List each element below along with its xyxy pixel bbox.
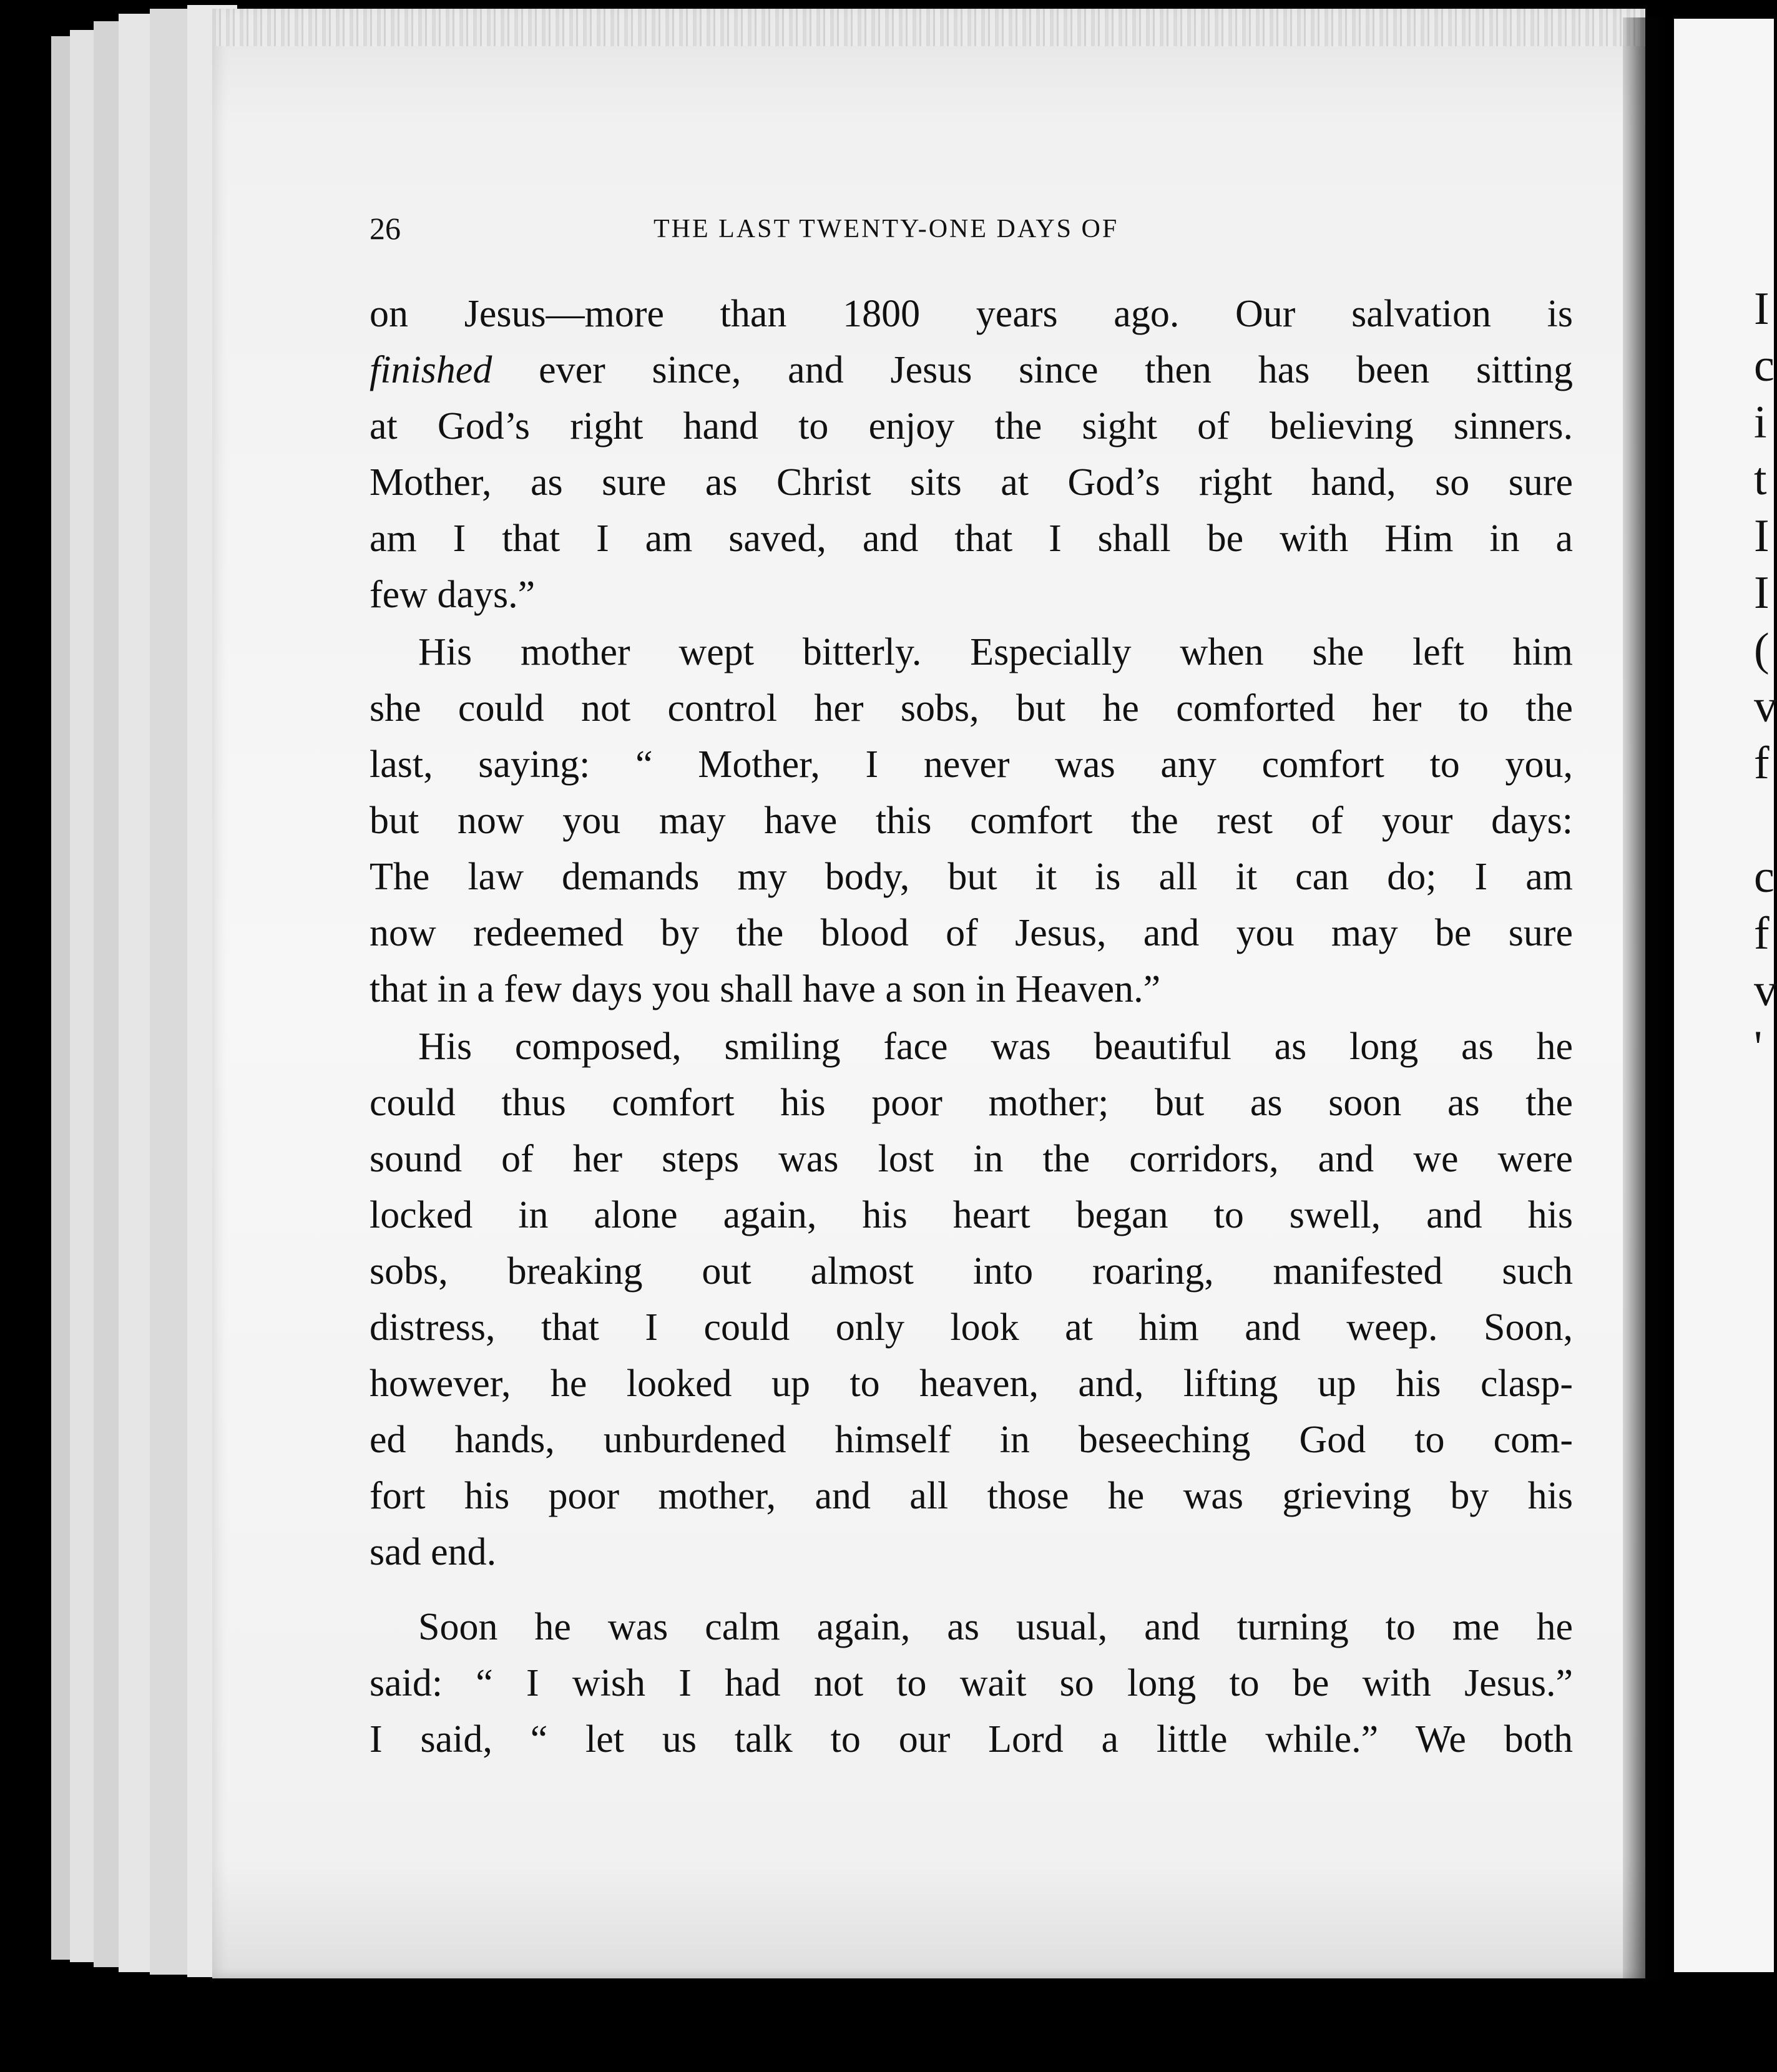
text-line: His composed, smiling face was beautiful as long as he (418, 1025, 1573, 1068)
paragraph-spacing (370, 1580, 1573, 1599)
text-line: at God’s right hand to enjoy the sight of believing sinners. (370, 405, 1573, 447)
text-line: that in a few days you shall have a son in Heaven.” (370, 968, 1161, 1010)
facing-letter: ( (1754, 624, 1770, 675)
paragraph (370, 286, 1573, 623)
text-line: Soon he was calm again, as usual, and turning to me he (418, 1606, 1573, 1648)
text-line: locked in alone again, his heart began to swell, and his (370, 1194, 1573, 1236)
facing-letter: I (1754, 567, 1770, 618)
text-line: sobs, breaking out almost into roaring, manifested such (370, 1250, 1573, 1293)
text-line: I said, “ let us talk to our Lord a little while.” We both (370, 1718, 1573, 1761)
page-header (370, 205, 1300, 252)
text-line: however, he looked up to heaven, and, lifting up his clasp- (370, 1362, 1573, 1405)
facing-letter: c (1754, 340, 1775, 391)
facing-letter: f (1754, 908, 1770, 959)
page-top-texture (212, 9, 1645, 46)
facing-letter: I (1754, 511, 1770, 562)
text-line: sad end. (370, 1531, 497, 1573)
facing-letter: v (1754, 681, 1777, 732)
book-gutter-shadow (1623, 17, 1669, 1980)
facing-page-letter-fragments (1754, 281, 1777, 1076)
text-line: am I that I am saved, and that I shall be with Him in a (370, 517, 1573, 560)
text-line: last, saying: “ Mother, I never was any comfort to you, (370, 743, 1573, 786)
text-line: on Jesus—more than 1800 years ago. Our salvation is (370, 293, 1573, 335)
italic-word: finished (370, 349, 492, 391)
text-line: few days.” (370, 574, 536, 616)
page-body-text (370, 286, 1573, 1767)
paragraph (370, 624, 1573, 1017)
text-line: Mother, as sure as Christ sits at God’s right hand, so sure (370, 461, 1573, 504)
text-line: said: “ I wish I had not to wait so long to be with Jesus.” (370, 1662, 1573, 1704)
facing-letter: I (1754, 283, 1770, 335)
text-line: His mother wept bitterly. Especially when she left him (418, 631, 1573, 673)
facing-letter (1754, 792, 1769, 849)
text-line-remainder: ever since, and Jesus since then has been sitting (492, 349, 1573, 391)
facing-letter: t (1754, 454, 1767, 505)
paragraph (370, 1019, 1573, 1580)
paragraph (370, 1599, 1573, 1767)
text-line: The law demands my body, but it is all it can do; I am (370, 856, 1573, 898)
facing-letter: i (1754, 397, 1767, 448)
text-line: now redeemed by the blood of Jesus, and you may be sure (370, 912, 1573, 954)
facing-letter: f (1754, 738, 1770, 789)
facing-letter: c (1754, 851, 1775, 902)
text-line: she could not control her sobs, but he comforted her to the (370, 687, 1573, 730)
facing-letter: v (1754, 965, 1777, 1016)
text-line: distress, that I could only look at him and weep. Soon, (370, 1306, 1573, 1349)
running-head: THE LAST TWENTY-ONE DAYS OF (654, 215, 1119, 243)
text-line: but now you may have this comfort the rest of your days: (370, 799, 1573, 842)
text-line: sound of her steps was lost in the corridors, and we were (370, 1138, 1573, 1180)
text-line: fort his poor mother, and all those he was grieving by his (370, 1475, 1573, 1517)
page-number: 26 (370, 211, 401, 246)
facing-letter: ' (1754, 1022, 1763, 1073)
text-line: could thus comfort his poor mother; but as soon as the (370, 1082, 1573, 1124)
text-line: ed hands, unburdened himself in beseeching God to com- (370, 1419, 1573, 1461)
text-line (370, 342, 1573, 398)
